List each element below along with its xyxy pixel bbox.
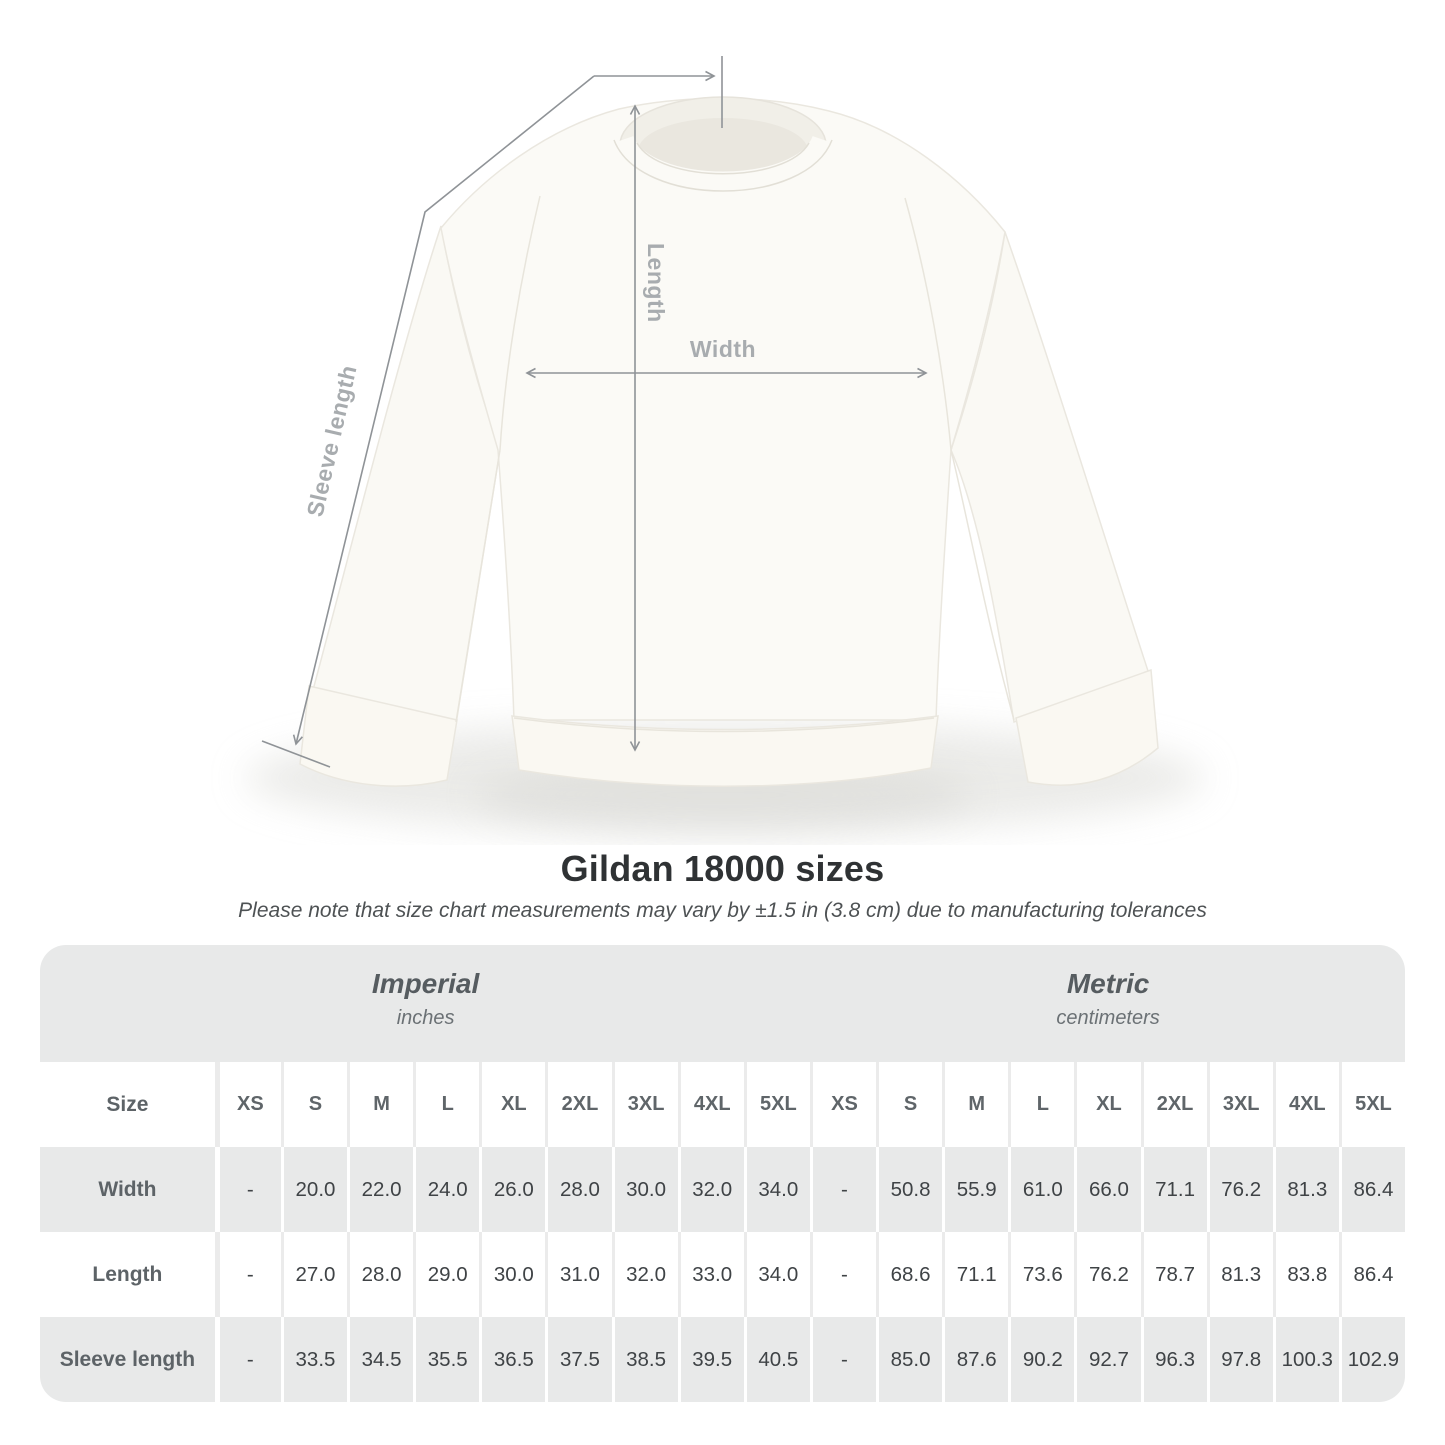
- measurement-row-label: Length: [40, 1232, 215, 1317]
- imperial-value-cell: 30.0: [479, 1232, 545, 1317]
- metric-value-cell: -: [810, 1317, 876, 1402]
- measurement-row-length: [40, 1232, 1405, 1317]
- metric-value-cell: 71.1: [1141, 1147, 1207, 1232]
- imperial-value-cell: 24.0: [413, 1147, 479, 1232]
- metric-value-cell: 90.2: [1008, 1317, 1074, 1402]
- size-col-header-metric: 4XL: [1273, 1062, 1339, 1147]
- metric-value-cell: 85.0: [876, 1317, 942, 1402]
- metric-value-cell: 102.9: [1339, 1317, 1405, 1402]
- tolerance-note: Please note that size chart measurements may vary by ±1.5 in (3.8 cm) due to manufacturing tolerances: [238, 899, 1207, 922]
- sweatshirt-illustration: [300, 97, 1158, 786]
- metric-value-cell: 87.6: [942, 1317, 1008, 1402]
- page-title: Gildan 18000 sizes: [560, 848, 885, 889]
- size-col-header-metric: M: [942, 1062, 1008, 1147]
- imperial-value-cell: 32.0: [612, 1232, 678, 1317]
- metric-group-header: [811, 945, 1405, 1062]
- size-col-header-imperial: 2XL: [545, 1062, 611, 1147]
- metric-value-cell: 55.9: [942, 1147, 1008, 1232]
- size-header-row: [40, 1062, 1405, 1147]
- metric-value-cell: 71.1: [942, 1232, 1008, 1317]
- imperial-value-cell: 30.0: [612, 1147, 678, 1232]
- imperial-group-header: [40, 945, 811, 1062]
- metric-group-title: Metric: [1066, 967, 1150, 999]
- metric-group-unit: centimeters: [1056, 1006, 1160, 1029]
- size-table: [40, 945, 1405, 1402]
- size-corner-header: Size: [40, 1062, 215, 1147]
- metric-value-cell: 73.6: [1008, 1232, 1074, 1317]
- imperial-value-cell: -: [215, 1317, 281, 1402]
- imperial-value-cell: 27.0: [281, 1232, 347, 1317]
- size-col-header-imperial: 4XL: [678, 1062, 744, 1147]
- imperial-value-cell: 33.0: [678, 1232, 744, 1317]
- imperial-value-cell: 36.5: [479, 1317, 545, 1402]
- size-col-header-metric: S: [876, 1062, 942, 1147]
- imperial-value-cell: 40.5: [744, 1317, 810, 1402]
- sleeve-length-label: Sleeve length: [301, 362, 362, 520]
- size-col-header-metric: 2XL: [1141, 1062, 1207, 1147]
- imperial-group-title: Imperial: [371, 967, 480, 999]
- length-label: Length: [643, 243, 669, 323]
- size-col-header-metric: 3XL: [1207, 1062, 1273, 1147]
- measurement-row-label: Sleeve length: [40, 1317, 215, 1402]
- metric-value-cell: 81.3: [1207, 1232, 1273, 1317]
- imperial-value-cell: 38.5: [612, 1317, 678, 1402]
- imperial-value-cell: 34.0: [744, 1147, 810, 1232]
- imperial-value-cell: 34.5: [347, 1317, 413, 1402]
- size-col-header-metric: XS: [810, 1062, 876, 1147]
- size-col-header-imperial: XS: [215, 1062, 281, 1147]
- imperial-value-cell: 39.5: [678, 1317, 744, 1402]
- width-label: Width: [689, 336, 757, 362]
- imperial-value-cell: 28.0: [347, 1232, 413, 1317]
- metric-value-cell: 83.8: [1273, 1232, 1339, 1317]
- imperial-group-unit: inches: [396, 1006, 455, 1029]
- imperial-value-cell: 32.0: [678, 1147, 744, 1232]
- measurement-row-label: Width: [40, 1147, 215, 1232]
- metric-value-cell: 76.2: [1074, 1232, 1140, 1317]
- metric-value-cell: 50.8: [876, 1147, 942, 1232]
- metric-value-cell: 78.7: [1141, 1232, 1207, 1317]
- imperial-value-cell: 20.0: [281, 1147, 347, 1232]
- metric-value-cell: 81.3: [1273, 1147, 1339, 1232]
- metric-value-cell: -: [810, 1232, 876, 1317]
- size-col-header-imperial: XL: [479, 1062, 545, 1147]
- size-table-rows: [40, 1062, 1405, 1402]
- metric-value-cell: 86.4: [1339, 1147, 1405, 1232]
- measurement-row-sleeve-length: [40, 1317, 1405, 1402]
- metric-value-cell: 97.8: [1207, 1317, 1273, 1402]
- metric-value-cell: 92.7: [1074, 1317, 1140, 1402]
- metric-value-cell: 100.3: [1273, 1317, 1339, 1402]
- unit-group-header: [40, 945, 1405, 1062]
- imperial-value-cell: 22.0: [347, 1147, 413, 1232]
- imperial-value-cell: 26.0: [479, 1147, 545, 1232]
- metric-value-cell: 61.0: [1008, 1147, 1074, 1232]
- size-col-header-imperial: M: [347, 1062, 413, 1147]
- imperial-value-cell: 35.5: [413, 1317, 479, 1402]
- imperial-value-cell: 29.0: [413, 1232, 479, 1317]
- size-col-header-metric: L: [1008, 1062, 1074, 1147]
- size-col-header-imperial: 3XL: [612, 1062, 678, 1147]
- metric-value-cell: 68.6: [876, 1232, 942, 1317]
- metric-value-cell: 76.2: [1207, 1147, 1273, 1232]
- size-col-header-metric: 5XL: [1339, 1062, 1405, 1147]
- imperial-value-cell: 34.0: [744, 1232, 810, 1317]
- size-col-header-imperial: L: [413, 1062, 479, 1147]
- size-col-header-metric: XL: [1074, 1062, 1140, 1147]
- imperial-value-cell: -: [215, 1147, 281, 1232]
- metric-value-cell: 86.4: [1339, 1232, 1405, 1317]
- imperial-value-cell: 33.5: [281, 1317, 347, 1402]
- size-col-header-imperial: 5XL: [744, 1062, 810, 1147]
- measurement-row-width: [40, 1147, 1405, 1232]
- imperial-value-cell: 28.0: [545, 1147, 611, 1232]
- metric-value-cell: -: [810, 1147, 876, 1232]
- imperial-value-cell: 31.0: [545, 1232, 611, 1317]
- metric-value-cell: 66.0: [1074, 1147, 1140, 1232]
- metric-value-cell: 96.3: [1141, 1317, 1207, 1402]
- size-col-header-imperial: S: [281, 1062, 347, 1147]
- imperial-value-cell: 37.5: [545, 1317, 611, 1402]
- imperial-value-cell: -: [215, 1232, 281, 1317]
